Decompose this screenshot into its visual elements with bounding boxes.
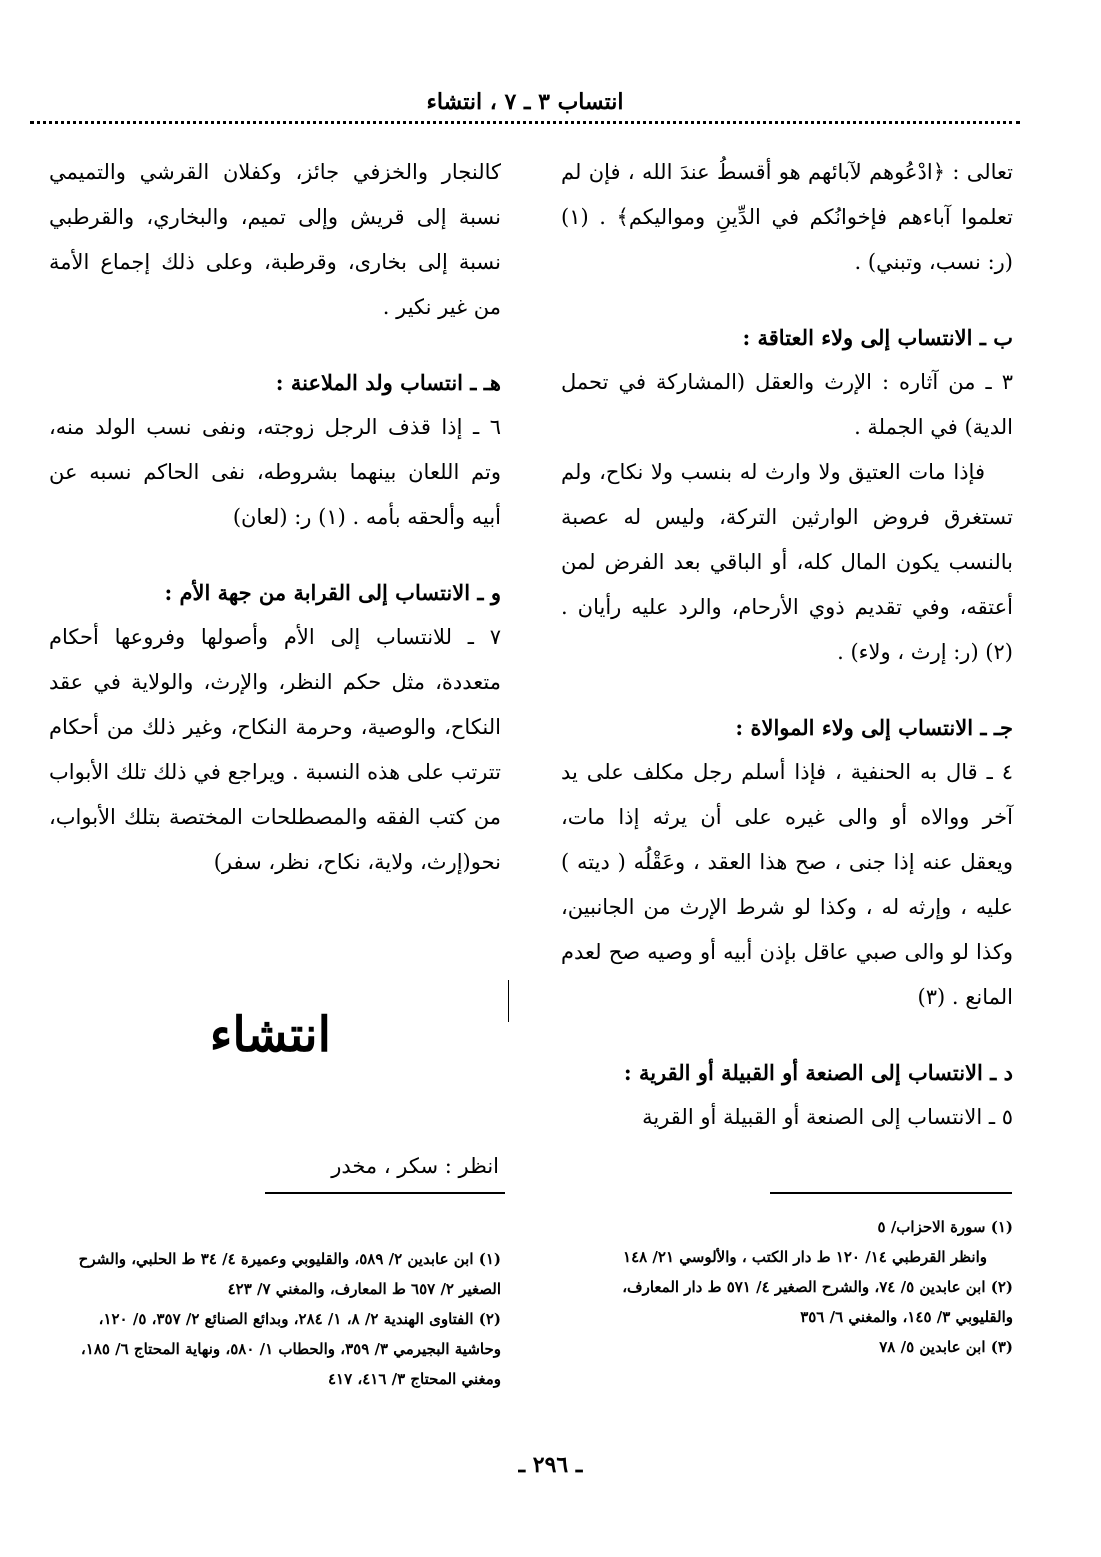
paragraph: كالنجار والخزفي جائز، وكفلان القرشي والتميمي نسبة إلى قريش وإلى تميم، والبخاري، والقرطبي نسبة إلى بخارى، وقرطبة، وعلى ذلك إجماع الأمة من غير نكير . xyxy=(49,160,501,319)
footnote-rule-right xyxy=(770,1192,1012,1194)
footnote-rule-left xyxy=(265,1192,505,1194)
paragraph: ٦ ـ إذا قذف الرجل زوجته، ونفى نسب الولد منه، وتم اللعان بينهما بشروطه، نفى الحاكم نسبه عن أبيه وألحقه بأمه . (١) ر: (لعان) xyxy=(49,415,501,529)
paragraph: ٥ ـ الانتساب إلى الصنعة أو القبيلة أو القرية xyxy=(642,1105,1013,1129)
paragraph: ٧ ـ للانتساب إلى الأم وأصولها وفروعها أحكام متعددة، مثل حكم النظر، والإرث، والولاية في عقد النكاح، والوصية، وحرمة النكاح، وغير ذلك من أحكام تترتب على هذه النسبة . ويراجع في ذلك تلك الأبواب من كتب الفقه والمصطلحات المختصة بتلك الأبواب، نحو(إرث، ولاية، نكاح، نظر، سفر) xyxy=(49,625,501,874)
section-heading: هـ ـ انتساب ولد الملاعنة : xyxy=(275,370,501,395)
section-heading: د ـ الانتساب إلى الصنعة أو القبيلة أو القرية : xyxy=(623,1060,1013,1085)
paragraph: تعالى : ﴿ادْعُوهم لآبائهم هو أقسطُ عندَ الله ، فإن لم تعلموا آباءهم فإخوانُكم في الدِّينِ ومواليكم﴾ . (١) (ر: نسب، وتبني) . xyxy=(561,160,1013,274)
right-column xyxy=(561,150,1013,1140)
section-gap xyxy=(49,540,501,570)
section-heading: جـ ـ الانتساب إلى ولاء الموالاة : xyxy=(735,715,1013,740)
footnote: (٢) ابن عابدين ٥/ ٧٤، والشرح الصغير ٤/ ٥٧١ ط دار المعارف، والقليوبي ٣/ ١٤٥، والمغني ٦/ ٣٥٦ xyxy=(622,1278,1013,1326)
footnote: (٢) الفتاوى الهندية ٢/ ٨، ١/ ٢٨٤، وبدائع الصنائع ٢/ ٣٥٧، ٥/ ١٢٠، وحاشية البجيرمي ٣/ ٣٥٩، والحطاب ١/ ٥٨٠، ونهاية المحتاج ٦/ ١٨٥، ومغني المحتاج ٣/ ٤١٦، ٤١٧ xyxy=(80,1310,501,1388)
footnotes-right xyxy=(561,1212,1013,1362)
footnote: (٣) ابن عابدين ٥/ ٧٨ xyxy=(879,1338,1013,1356)
see-also-reference: انظر : سكر ، مخدر xyxy=(331,1154,499,1178)
section-heading: و ـ الانتساب إلى القرابة من جهة الأم : xyxy=(164,580,501,605)
section-heading: ب ـ الانتساب إلى ولاء العتاقة : xyxy=(742,325,1013,350)
section-gap xyxy=(49,330,501,360)
footnote: (١) سورة الاحزاب/ ٥ xyxy=(877,1218,1013,1236)
column-divider xyxy=(508,980,509,1022)
left-column xyxy=(49,150,501,885)
paragraph: ٤ ـ قال به الحنفية ، فإذا أسلم رجل مكلف على يد آخر ووالاه أو والى غيره على أن يرثه إذا مات، ويعقل عنه إذا جنى ، صح هذا العقد ، وعَقْلُه ( ديته ) عليه ، وإرثه له ، وكذا لو شرط الإرث من الجانبين، وكذا لو والى صبي عاقل بإذن أبيه أو وصيه صح لعدم المانع . (٣) xyxy=(561,760,1013,1009)
footnote: (١) ابن عابدين ٢/ ٥٨٩، والقليوبي وعميرة ٤/ ٣٤ ط الحلبي، والشرح الصغير ٢/ ٦٥٧ ط المعارف، والمغني ٧/ ٤٢٣ xyxy=(78,1250,501,1298)
section-gap xyxy=(561,675,1013,705)
entry-title: انتشاء xyxy=(209,1007,331,1063)
footnotes-left xyxy=(49,1244,501,1394)
header-dotted-rule xyxy=(30,121,1020,124)
paragraph: ٣ ـ من آثاره : الإرث والعقل (المشاركة في تحمل الدية) في الجملة . xyxy=(561,370,1013,439)
paragraph: فإذا مات العتيق ولا وارث له بنسب ولا نكاح، ولم تستغرق فروض الوارثين التركة، وليس له عصبة بالنسب يكون المال كله، أو الباقي بعد الفرض لمن أعتقه، وفي تقديم ذوي الأرحام، والرد عليه رأيان . (٢) (ر: إرث ، ولاء) . xyxy=(561,460,1013,664)
section-gap xyxy=(561,285,1013,315)
footnote: وانظر القرطبي ١٤/ ١٢٠ ط دار الكتب ، والألوسي ٢١/ ١٤٨ xyxy=(623,1248,987,1266)
section-gap xyxy=(561,1020,1013,1050)
running-header: انتساب ٣ ـ ٧ ، انتشاء xyxy=(426,89,624,115)
page-number: ـ ٢٩٦ ـ xyxy=(518,1452,583,1478)
